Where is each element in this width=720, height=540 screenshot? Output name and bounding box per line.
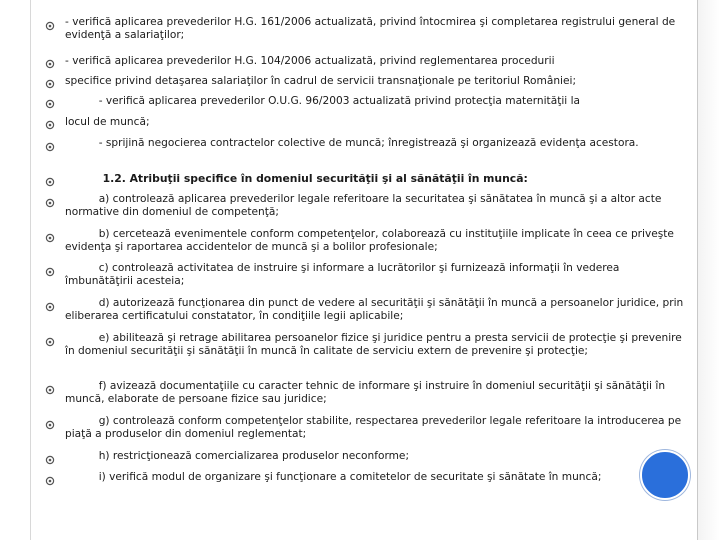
item-text: f) avizează documentaţiile cu caracter tehnic de informare şi instruire în domeniul securităţii şi sănătăţii în muncă, elaborate de persoane fizice sau juridice; [65, 380, 669, 405]
item-text: i) verifică modul de organizare şi funcţionare a comitetelor de securitate şi sănătate în muncă; [65, 471, 602, 483]
section-heading: 1.2. Atribuţii specifice în domeniul securităţii şi al sănătăţii în muncă: [65, 172, 528, 185]
bullet-icon [45, 420, 55, 430]
item-text: - verifică aplicarea prevederilor O.U.G. 96/2003 actualizată privind protecţia maternităţii la [65, 95, 581, 107]
bullet-icon [45, 59, 55, 69]
bullet-icon [45, 233, 55, 243]
bullet-icon [45, 177, 55, 187]
bullet-icon [45, 142, 55, 152]
item-text: c) controlează activitatea de instruire şi informare a lucrătorilor şi furnizează informaţii în vederea îmbunătăţirii acesteia; [65, 262, 623, 287]
item-text: - verifică aplicarea prevederilor H.G. 161/2006 actualizată, privind întocmirea şi completarea registrului general de evidenţă a salariaţilor; [65, 16, 679, 41]
bullet-icon [45, 21, 55, 31]
bullet-icon [45, 99, 55, 109]
bullet-icon [45, 79, 55, 89]
bullet-icon [45, 455, 55, 465]
bullet-icon [45, 198, 55, 208]
bullet-icon [45, 267, 55, 277]
item-text: a) controlează aplicarea prevederilor legale referitoare la securitatea şi sănătatea în muncă şi a altor acte normative din domeniul de competenţă; [65, 193, 665, 218]
item-text: b) cercetează evenimentele conform competenţelor, colaborează cu instituţiile implicate în ceea ce priveşte evidenţa şi raportarea accidentelor de muncă şi a bolilor profesionale; [65, 228, 678, 253]
item-text: locul de muncă; [65, 116, 150, 128]
item-text: specifice privind detaşarea salariaţilor în cadrul de servicii transnaţionale pe teritoriul României; [65, 75, 577, 87]
item-text: - verifică aplicarea prevederilor H.G. 104/2006 actualizată, privind reglementarea procedurii [65, 55, 555, 67]
left-frame-line [30, 0, 31, 540]
right-frame-border [697, 0, 720, 540]
item-text: - sprijină negocierea contractelor colective de muncă; înregistrează şi organizează evidenţa acestora. [65, 137, 639, 149]
item-text: e) abilitează şi retrage abilitarea persoanelor fizice şi juridice pentru a presta servicii de protecţie şi prevenire în domeniul securităţii şi sănătăţii în muncă în calitate de serviciu extern de prevenire şi protecţie; [65, 332, 686, 357]
bullet-icon [45, 385, 55, 395]
item-text: g) controlează conform competenţelor stabilite, respectarea prevederilor legale referitoare la introducerea pe piaţă a produselor din domeniul reglementat; [65, 415, 685, 440]
item-text: h) restricţionează comercializarea produselor neconforme; [65, 450, 410, 462]
bullet-icon [45, 302, 55, 312]
slide-decoration-circle [640, 450, 690, 500]
item-text: d) autorizează funcţionarea din punct de vedere al securităţii şi sănătăţii în muncă a persoanelor juridice, prin eliberarea certificatului constatator, în condiţiile legii aplicabile; [65, 297, 687, 322]
bullet-icon [45, 337, 55, 347]
bullet-icon [45, 120, 55, 130]
bullet-icon [45, 476, 55, 486]
